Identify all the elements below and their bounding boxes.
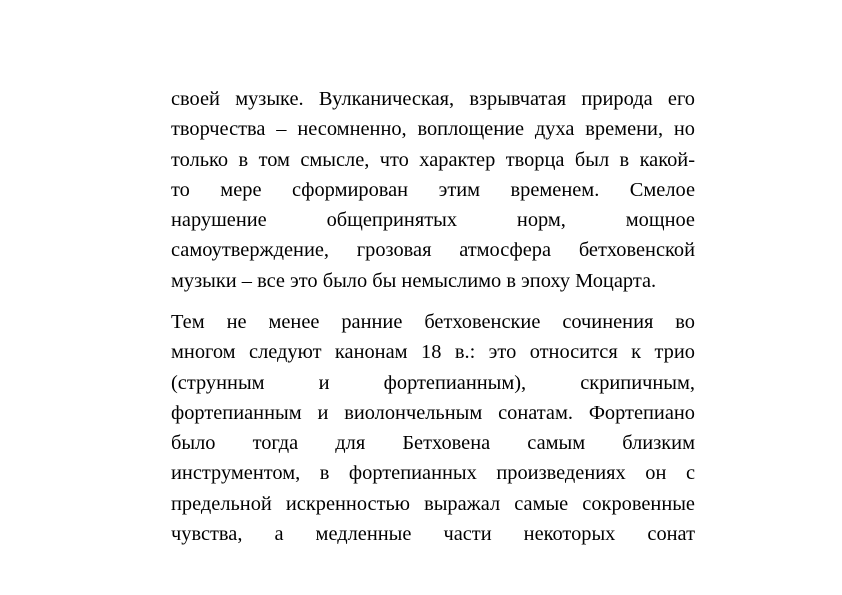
text-line: многом следуют канонам 18 в.: это относится к трио xyxy=(171,341,695,364)
text-line: только в том смысле, что характер творца был в какой- xyxy=(171,148,695,171)
text-line: инструментом, в фортепианных произведениях он с xyxy=(171,462,695,485)
text-line: самоутверждение, грозовая атмосфера бетховенской xyxy=(171,239,695,262)
text-line: (струнным и фортепианным), скрипичным, xyxy=(171,371,695,394)
text-line: музыки – все это было бы немыслимо в эпоху Моцарта. xyxy=(171,269,657,292)
text-line: своей музыке. Вулканическая, взрывчатая природа его xyxy=(171,88,695,110)
text-line: нарушение общепринятых норм, мощное xyxy=(171,209,695,232)
text-line: было тогда для Бетховена самым близким xyxy=(171,432,695,455)
text-line: фортепианным и виолончельным сонатам. Фортепиано xyxy=(171,401,695,424)
paragraph-1 xyxy=(171,84,695,296)
text-line: творчества – несомненно, воплощение духа времени, но xyxy=(171,118,695,141)
text-line: то мере сформирован этим временем. Смелое xyxy=(171,178,695,201)
text-line: предельной искренностью выражал самые сокровенные xyxy=(171,492,695,515)
text-line: чувства, а медленные части некоторых сонат xyxy=(171,523,695,546)
text-line: Тем не менее ранние бетховенские сочинения во xyxy=(171,311,695,333)
paragraph-2 xyxy=(171,307,695,549)
